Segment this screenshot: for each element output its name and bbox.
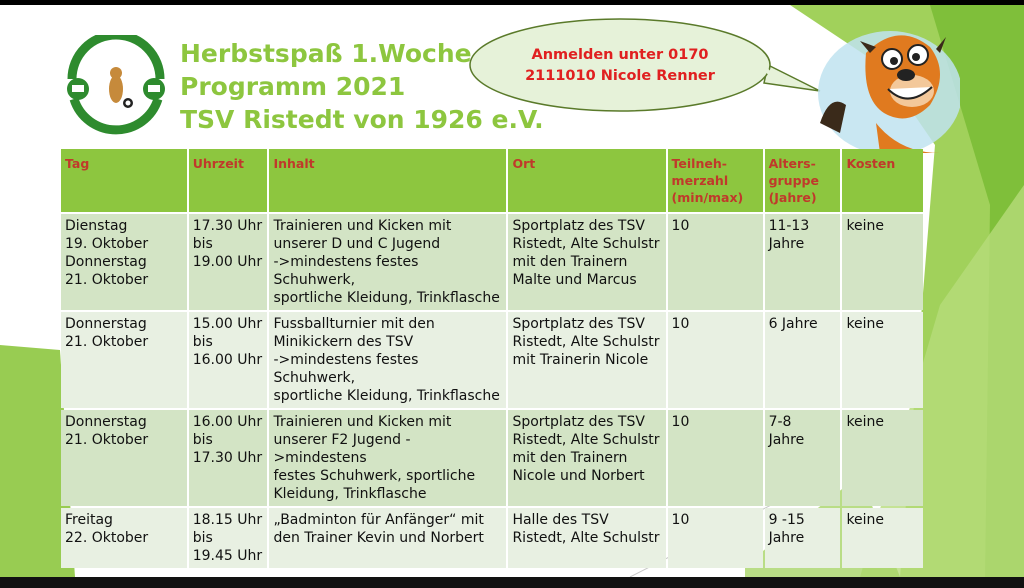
table-row xyxy=(61,410,923,506)
cell-teilnehmerzahl: 10 xyxy=(668,312,763,408)
cell-inhalt: Trainieren und Kicken mit unserer D und C Jugend ->mindestens festes Schuhwerk, sportliche Kleidung, Trinkflasche xyxy=(269,214,506,310)
cell-inhalt: „Badminton für Anfänger“ mit den Trainer Kevin und Norbert xyxy=(269,508,506,568)
header-uhrzeit: Uhrzeit xyxy=(189,149,268,212)
header-altersgruppe: Alters- gruppe (Jahre) xyxy=(765,149,841,212)
cell-teilnehmerzahl: 10 xyxy=(668,410,763,506)
club-logo-icon xyxy=(60,35,172,139)
cell-tag: Dienstag 19. Oktober Donnerstag 21. Oktober xyxy=(61,214,187,310)
cell-tag: Freitag 22. Oktober xyxy=(61,508,187,568)
cell-altersgruppe: 9 -15 Jahre xyxy=(765,508,841,568)
cell-inhalt: Fussballturnier mit den Minikickern des TSV ->mindestens festes Schuhwerk, sportliche Kleidung, Trinkflasche xyxy=(269,312,506,408)
cell-altersgruppe: 6 Jahre xyxy=(765,312,841,408)
cell-uhrzeit: 16.00 Uhr bis 17.30 Uhr xyxy=(189,410,268,506)
header-kosten: Kosten xyxy=(842,149,923,212)
cell-uhrzeit: 17.30 Uhr bis 19.00 Uhr xyxy=(189,214,268,310)
program-table xyxy=(59,147,925,570)
cell-teilnehmerzahl: 10 xyxy=(668,214,763,310)
cell-inhalt: Trainieren und Kicken mit unserer F2 Jugend ->mindestens festes Schuhwerk, sportliche Kleidung, Trinkflasche xyxy=(269,410,506,506)
cell-uhrzeit: 18.15 Uhr bis 19.45 Uhr xyxy=(189,508,268,568)
table-header-row xyxy=(61,149,923,212)
header-ort: Ort xyxy=(508,149,665,212)
slide xyxy=(0,5,1024,577)
cell-kosten: keine xyxy=(842,312,923,408)
registration-info xyxy=(480,45,760,87)
cell-tag: Donnerstag 21. Oktober xyxy=(61,312,187,408)
bottom-bar xyxy=(0,577,1024,588)
table-row xyxy=(61,508,923,568)
registration-line-1: Anmelden unter 0170 xyxy=(531,47,709,63)
cell-kosten: keine xyxy=(842,214,923,310)
meerkat-mascot-icon xyxy=(780,13,960,153)
cell-ort: Sportplatz des TSV Ristedt, Alte Schulstr mit Trainerin Nicole xyxy=(508,312,665,408)
title-line-2: Programm 2021 xyxy=(180,72,406,101)
table-row xyxy=(61,214,923,310)
header-tag: Tag xyxy=(61,149,187,212)
cell-altersgruppe: 11-13 Jahre xyxy=(765,214,841,310)
header-teilnehmerzahl: Teilneh- merzahl (min/max) xyxy=(668,149,763,212)
cell-uhrzeit: 15.00 Uhr bis 16.00 Uhr xyxy=(189,312,268,408)
title-line-3: TSV Ristedt von 1926 e.V. xyxy=(180,105,544,134)
cell-teilnehmerzahl: 10 xyxy=(668,508,763,568)
cell-ort: Sportplatz des TSV Ristedt, Alte Schulstr mit den Trainern Nicole und Norbert xyxy=(508,410,665,506)
cell-tag: Donnerstag 21. Oktober xyxy=(61,410,187,506)
cell-altersgruppe: 7-8 Jahre xyxy=(765,410,841,506)
cell-ort: Halle des TSV Ristedt, Alte Schulstr xyxy=(508,508,665,568)
registration-line-2: 2111010 Nicole Renner xyxy=(525,68,715,84)
cell-ort: Sportplatz des TSV Ristedt, Alte Schulstr mit den Trainern Malte und Marcus xyxy=(508,214,665,310)
cell-kosten: keine xyxy=(842,508,923,568)
cell-kosten: keine xyxy=(842,410,923,506)
header-inhalt: Inhalt xyxy=(269,149,506,212)
table-row xyxy=(61,312,923,408)
title-line-1: Herbstspaß 1.Woche xyxy=(180,39,472,68)
